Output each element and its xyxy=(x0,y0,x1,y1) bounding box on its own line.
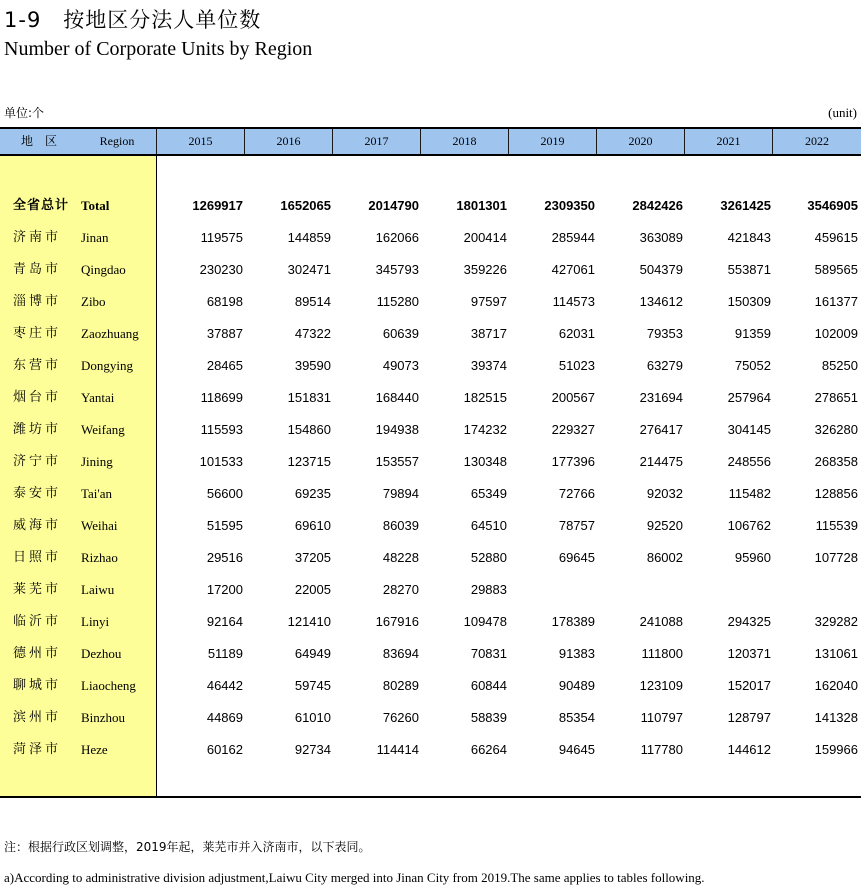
value-cell: 168440 xyxy=(375,390,419,405)
value-cell: 241088 xyxy=(639,614,683,629)
value-cell: 51189 xyxy=(207,646,243,661)
region-name-cn: 淄博市 xyxy=(13,294,62,309)
value-cell: 92032 xyxy=(646,486,683,501)
table-row xyxy=(0,734,861,766)
value-cell: 58839 xyxy=(470,710,507,725)
value-cell: 119575 xyxy=(200,230,243,245)
region-name-en: Qingdao xyxy=(81,262,126,277)
value-cell: 92164 xyxy=(206,614,243,629)
value-cell: 144859 xyxy=(287,230,331,245)
region-name-cn: 日照市 xyxy=(13,550,62,565)
value-cell: 257964 xyxy=(727,390,771,405)
table-row xyxy=(0,638,861,670)
region-name-cn: 潍坊市 xyxy=(13,422,62,437)
value-cell: 589565 xyxy=(814,262,858,277)
value-cell: 37887 xyxy=(206,326,243,341)
value-cell: 47322 xyxy=(294,326,331,341)
table-row xyxy=(0,222,861,254)
value-cell: 123109 xyxy=(639,678,683,693)
value-cell: 285944 xyxy=(551,230,595,245)
value-cell: 48228 xyxy=(382,550,419,565)
value-cell: 128797 xyxy=(727,710,771,725)
table-row xyxy=(0,702,861,734)
value-cell: 115482 xyxy=(728,486,771,501)
table-bottom-rule xyxy=(0,796,861,798)
value-cell: 134612 xyxy=(639,294,683,309)
value-cell: 95960 xyxy=(734,550,771,565)
value-cell: 101533 xyxy=(199,454,243,469)
value-cell: 553871 xyxy=(727,262,771,277)
value-cell: 1652065 xyxy=(280,198,331,213)
header-year: 2020 xyxy=(597,129,685,154)
region-name-en: Jinan xyxy=(81,230,109,245)
table-row xyxy=(0,478,861,510)
value-cell: 363089 xyxy=(639,230,683,245)
value-cell: 154860 xyxy=(287,422,331,437)
value-cell: 68198 xyxy=(206,294,243,309)
value-cell: 72766 xyxy=(558,486,595,501)
value-cell: 131061 xyxy=(814,646,858,661)
value-cell: 150309 xyxy=(727,294,771,309)
value-cell: 79894 xyxy=(382,486,419,501)
value-cell: 86002 xyxy=(646,550,683,565)
value-cell: 51595 xyxy=(206,518,243,533)
header-year: 2017 xyxy=(333,129,421,154)
table-row xyxy=(0,446,861,478)
region-name-cn: 全省总计 xyxy=(13,198,70,213)
value-cell: 115280 xyxy=(376,294,419,309)
header-year: 2022 xyxy=(805,134,829,148)
footnote-en: a)According to administrative division adjustment,Laiwu City merged into Jinan City from 2019.The same applies to tables following. xyxy=(4,870,705,885)
table-row-total xyxy=(0,190,861,222)
value-cell: 345793 xyxy=(375,262,419,277)
value-cell: 22005 xyxy=(294,582,331,597)
value-cell: 326280 xyxy=(814,422,858,437)
value-cell: 90489 xyxy=(558,678,595,693)
value-cell: 421843 xyxy=(727,230,771,245)
page-title-en: Number of Corporate Units by Region xyxy=(4,38,313,60)
value-cell: 37205 xyxy=(294,550,331,565)
region-name-cn: 滨州市 xyxy=(13,710,62,725)
table-header xyxy=(0,127,861,156)
value-cell: 177396 xyxy=(551,454,595,469)
region-name-cn: 泰安市 xyxy=(13,486,62,501)
value-cell: 94645 xyxy=(558,742,595,757)
value-cell: 130348 xyxy=(463,454,507,469)
value-cell: 92734 xyxy=(294,742,331,757)
region-name-en: Zibo xyxy=(81,294,106,309)
value-cell: 276417 xyxy=(639,422,683,437)
value-cell: 152017 xyxy=(727,678,771,693)
value-cell: 97597 xyxy=(470,294,507,309)
value-cell: 128856 xyxy=(814,486,858,501)
table-row xyxy=(0,542,861,574)
value-cell: 194938 xyxy=(375,422,419,437)
value-cell: 121410 xyxy=(287,614,331,629)
value-cell: 65349 xyxy=(470,486,507,501)
value-cell: 60844 xyxy=(470,678,507,693)
value-cell: 64510 xyxy=(470,518,507,533)
table-row xyxy=(0,414,861,446)
value-cell: 111800 xyxy=(641,646,683,661)
region-name-en: Total xyxy=(81,198,110,213)
value-cell: 80289 xyxy=(382,678,419,693)
value-cell: 69610 xyxy=(294,518,331,533)
value-cell: 28270 xyxy=(382,582,419,597)
value-cell: 359226 xyxy=(463,262,507,277)
value-cell: 46442 xyxy=(206,678,243,693)
page-title-cn: 1-9 按地区分法人单位数 xyxy=(4,8,262,32)
value-cell: 278651 xyxy=(814,390,858,405)
unit-label-en: (unit) xyxy=(828,105,857,120)
region-name-en: Linyi xyxy=(81,614,110,629)
header-year: 2016 xyxy=(245,129,333,154)
value-cell: 161377 xyxy=(814,294,858,309)
value-cell: 115593 xyxy=(200,422,243,437)
table-row xyxy=(0,318,861,350)
value-cell: 62031 xyxy=(558,326,595,341)
value-cell: 59745 xyxy=(294,678,331,693)
value-cell: 294325 xyxy=(727,614,771,629)
value-cell: 117780 xyxy=(640,742,683,757)
value-cell: 162040 xyxy=(814,678,858,693)
region-name-cn: 济宁市 xyxy=(13,454,62,469)
region-name-en: Laiwu xyxy=(81,582,115,597)
value-cell: 167916 xyxy=(375,614,419,629)
value-cell: 29516 xyxy=(206,550,243,565)
region-name-cn: 威海市 xyxy=(13,518,62,533)
unit-label-cn: 单位:个 xyxy=(4,106,45,120)
region-name-cn: 烟台市 xyxy=(13,390,62,405)
value-cell: 2014790 xyxy=(368,198,419,213)
table-row xyxy=(0,382,861,414)
table-row xyxy=(0,510,861,542)
value-cell: 60162 xyxy=(206,742,243,757)
value-cell: 79353 xyxy=(646,326,683,341)
value-cell: 159966 xyxy=(814,742,858,757)
value-cell: 69235 xyxy=(294,486,331,501)
value-cell: 2309350 xyxy=(544,198,595,213)
value-cell: 29883 xyxy=(470,582,507,597)
region-name-cn: 莱芜市 xyxy=(13,582,62,597)
table-row xyxy=(0,606,861,638)
region-name-en: Rizhao xyxy=(81,550,118,565)
value-cell: 85354 xyxy=(558,710,595,725)
region-name-cn: 东营市 xyxy=(13,358,62,373)
value-cell: 66264 xyxy=(470,742,507,757)
value-cell: 268358 xyxy=(814,454,858,469)
value-cell: 182515 xyxy=(463,390,507,405)
table-row xyxy=(0,670,861,702)
region-name-en: Tai'an xyxy=(81,486,113,501)
value-cell: 123715 xyxy=(287,454,331,469)
value-cell: 120371 xyxy=(727,646,771,661)
value-cell: 248556 xyxy=(727,454,771,469)
value-cell: 83694 xyxy=(382,646,419,661)
header-year: 2019 xyxy=(509,129,597,154)
region-name-cn: 聊城市 xyxy=(13,678,62,693)
region-name-en: Weihai xyxy=(81,518,118,533)
value-cell: 91383 xyxy=(558,646,595,661)
value-cell: 115539 xyxy=(815,518,858,533)
region-name-en: Liaocheng xyxy=(81,678,136,693)
region-name-en: Binzhou xyxy=(81,710,126,725)
value-cell: 214475 xyxy=(639,454,683,469)
value-cell: 144612 xyxy=(727,742,771,757)
region-name-cn: 德州市 xyxy=(13,646,62,661)
value-cell: 63279 xyxy=(646,358,683,373)
value-cell: 200567 xyxy=(551,390,595,405)
value-cell: 231694 xyxy=(639,390,683,405)
value-cell: 1801301 xyxy=(456,198,507,213)
region-name-en: Zaozhuang xyxy=(81,326,139,341)
table-row xyxy=(0,286,861,318)
value-cell: 70831 xyxy=(470,646,507,661)
value-cell: 230230 xyxy=(199,262,243,277)
table-row xyxy=(0,350,861,382)
table-row xyxy=(0,574,861,606)
header-region-cn: 地 区 xyxy=(20,134,57,148)
region-name-en: Jining xyxy=(81,454,113,469)
value-cell: 302471 xyxy=(287,262,331,277)
header-year: 2021 xyxy=(685,129,773,154)
value-cell: 56600 xyxy=(206,486,243,501)
value-cell: 91359 xyxy=(734,326,771,341)
table-row xyxy=(0,254,861,286)
value-cell: 114573 xyxy=(552,294,595,309)
region-name-en: Dongying xyxy=(81,358,133,373)
header-year: 2018 xyxy=(421,129,509,154)
value-cell: 141328 xyxy=(814,710,858,725)
value-cell: 162066 xyxy=(375,230,419,245)
header-year: 2015 xyxy=(157,129,245,154)
value-cell: 28465 xyxy=(206,358,243,373)
value-cell: 60639 xyxy=(382,326,419,341)
value-cell: 44869 xyxy=(206,710,243,725)
value-cell: 174232 xyxy=(463,422,507,437)
value-cell: 178389 xyxy=(551,614,595,629)
value-cell: 459615 xyxy=(814,230,858,245)
value-cell: 17200 xyxy=(206,582,243,597)
region-name-en: Weifang xyxy=(81,422,125,437)
footnote-cn: 注：根据行政区划调整，2019年起，莱芜市并入济南市，以下表同。 xyxy=(4,840,371,854)
value-cell: 39590 xyxy=(294,358,331,373)
value-cell: 329282 xyxy=(814,614,858,629)
region-name-cn: 菏泽市 xyxy=(13,742,62,757)
region-name-en: Yantai xyxy=(81,390,115,405)
value-cell: 427061 xyxy=(551,262,595,277)
value-cell: 86039 xyxy=(382,518,419,533)
value-cell: 229327 xyxy=(551,422,595,437)
value-cell: 64949 xyxy=(294,646,331,661)
value-cell: 118699 xyxy=(200,390,243,405)
value-cell: 52880 xyxy=(470,550,507,565)
header-region-en: Region xyxy=(78,129,157,154)
value-cell: 69645 xyxy=(558,550,595,565)
value-cell: 304145 xyxy=(727,422,771,437)
value-cell: 76260 xyxy=(382,710,419,725)
value-cell: 61010 xyxy=(294,710,331,725)
region-name-cn: 枣庄市 xyxy=(13,326,62,341)
value-cell: 107728 xyxy=(814,550,858,565)
value-cell: 110797 xyxy=(640,710,683,725)
region-name-cn: 临沂市 xyxy=(13,614,62,629)
value-cell: 89514 xyxy=(294,294,331,309)
value-cell: 92520 xyxy=(646,518,683,533)
value-cell: 49073 xyxy=(382,358,419,373)
value-cell: 153557 xyxy=(375,454,419,469)
value-cell: 504379 xyxy=(639,262,683,277)
value-cell: 1269917 xyxy=(192,198,243,213)
value-cell: 2842426 xyxy=(632,198,683,213)
value-cell: 51023 xyxy=(558,358,595,373)
value-cell: 38717 xyxy=(470,326,507,341)
value-cell: 85250 xyxy=(821,358,858,373)
value-cell: 200414 xyxy=(463,230,507,245)
region-name-en: Heze xyxy=(81,742,108,757)
value-cell: 78757 xyxy=(558,518,595,533)
value-cell: 114414 xyxy=(376,742,419,757)
value-cell: 75052 xyxy=(734,358,771,373)
value-cell: 39374 xyxy=(470,358,507,373)
value-cell: 3261425 xyxy=(720,198,771,213)
region-name-en: Dezhou xyxy=(81,646,122,661)
region-name-cn: 济南市 xyxy=(13,230,62,245)
value-cell: 109478 xyxy=(463,614,507,629)
value-cell: 151831 xyxy=(287,390,331,405)
value-cell: 106762 xyxy=(727,518,771,533)
value-cell: 102009 xyxy=(814,326,858,341)
value-cell: 3546905 xyxy=(807,198,858,213)
region-name-cn: 青岛市 xyxy=(13,262,62,277)
